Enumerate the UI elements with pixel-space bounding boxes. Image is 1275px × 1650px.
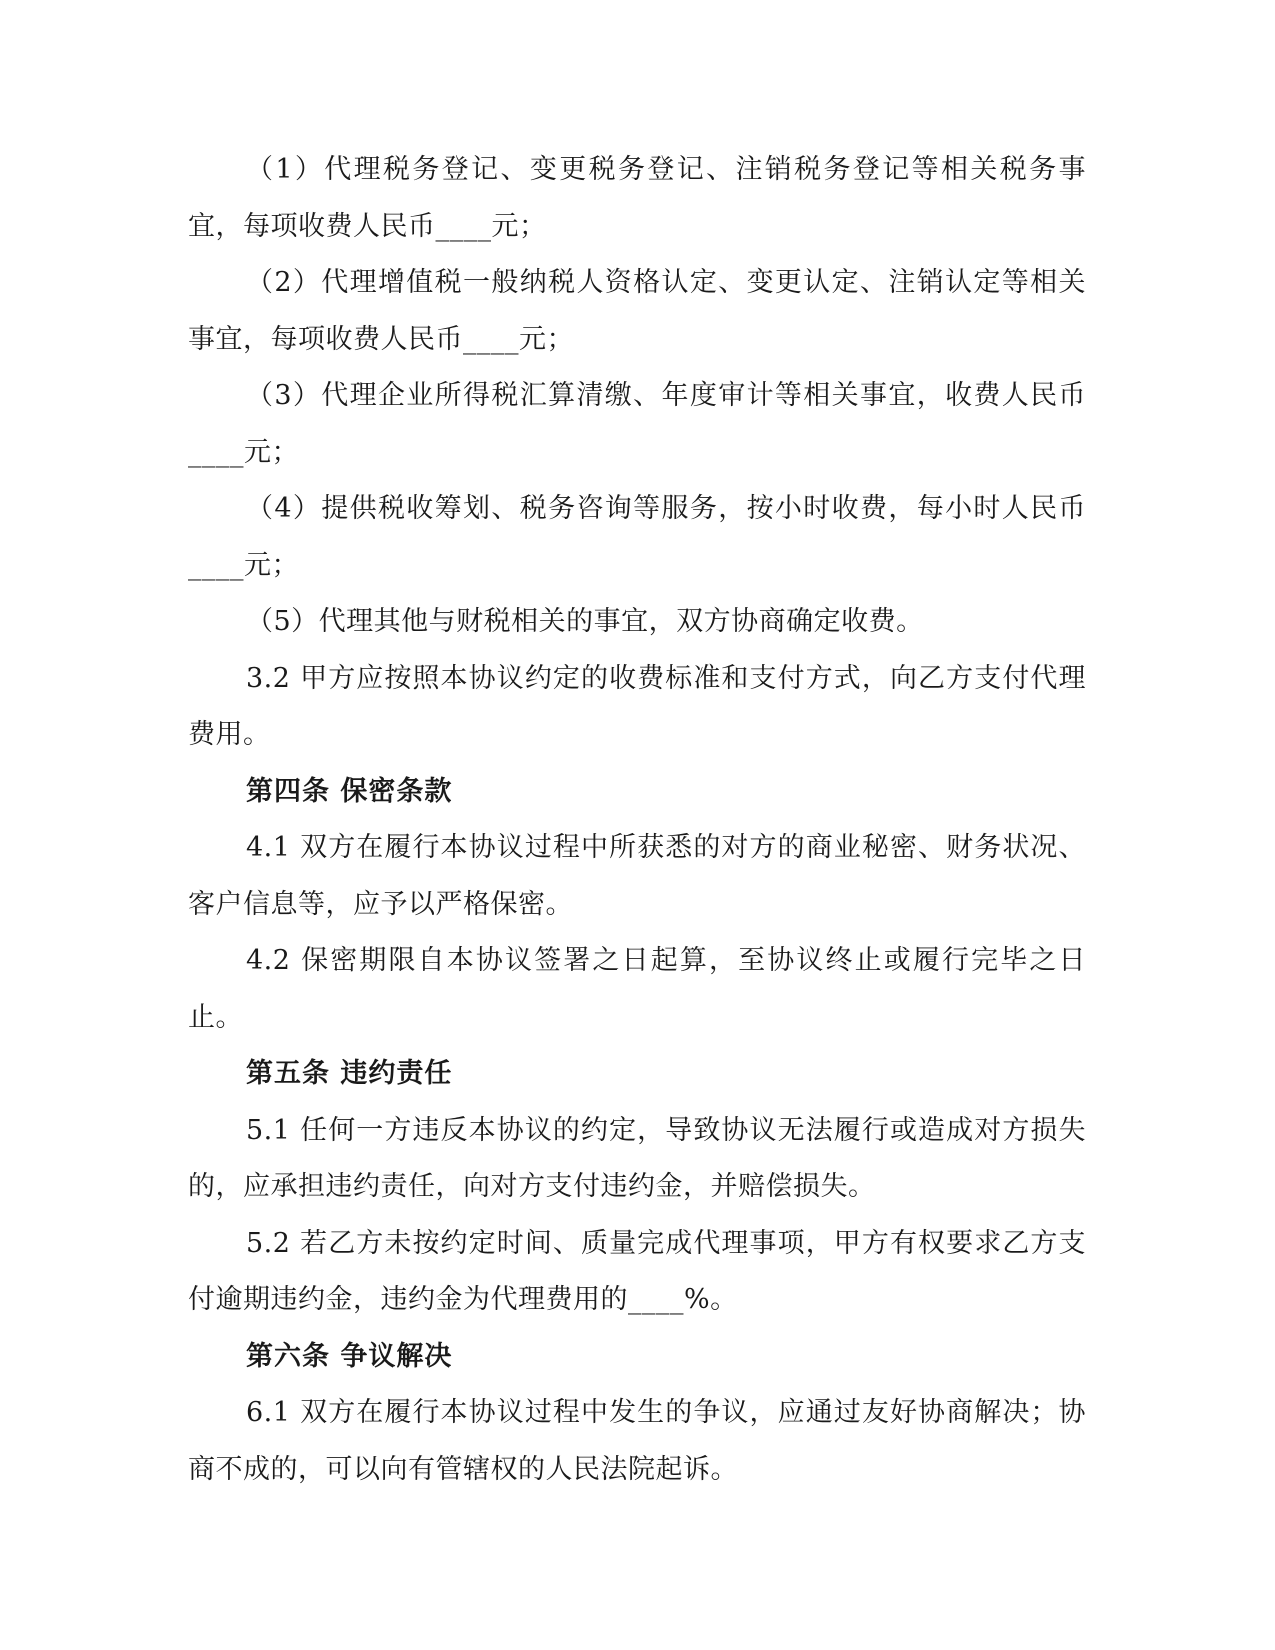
fee-item-2: （2）代理增值税一般纳税人资格认定、变更认定、注销认定等相关事宜，每项收费人民币____元； xyxy=(188,267,1086,355)
clause-5-2: 5.2 若乙方未按约定时间、质量完成代理事项，甲方有权要求乙方支付逾期违约金，违约金为代理费用的____%。 xyxy=(188,1227,1086,1315)
clause-4-2: 4.2 保密期限自本协议签署之日起算，至协议终止或履行完毕之日止。 xyxy=(188,945,1086,1033)
fee-item-3: （3）代理企业所得税汇算清缴、年度审计等相关事宜，收费人民币____元； xyxy=(188,380,1086,468)
article-6-heading: 第六条 争议解决 xyxy=(246,1340,453,1372)
article-4-heading: 第四条 保密条款 xyxy=(246,775,453,807)
clause-4-1: 4.1 双方在履行本协议过程中所获悉的对方的商业秘密、财务状况、客户信息等，应予以严格保密。 xyxy=(188,832,1086,920)
clause-3-2: 3.2 甲方应按照本协议约定的收费标准和支付方式，向乙方支付代理费用。 xyxy=(188,662,1086,750)
clause-5-1: 5.1 任何一方违反本协议的约定，导致协议无法履行或造成对方损失的，应承担违约责任，向对方支付违约金，并赔偿损失。 xyxy=(188,1114,1086,1202)
fee-item-4: （4）提供税收筹划、税务咨询等服务，按小时收费，每小时人民币____元； xyxy=(188,493,1086,581)
fee-item-1: （1）代理税务登记、变更税务登记、注销税务登记等相关税务事宜，每项收费人民币____元； xyxy=(188,154,1086,242)
fee-item-5: （5）代理其他与财税相关的事宜，双方协商确定收费。 xyxy=(246,606,924,637)
article-5-heading: 第五条 违约责任 xyxy=(246,1058,453,1089)
clause-6-1: 6.1 双方在履行本协议过程中发生的争议，应通过友好协商解决；协商不成的，可以向有管辖权的人民法院起诉。 xyxy=(188,1397,1086,1485)
document-body xyxy=(188,142,1086,1498)
